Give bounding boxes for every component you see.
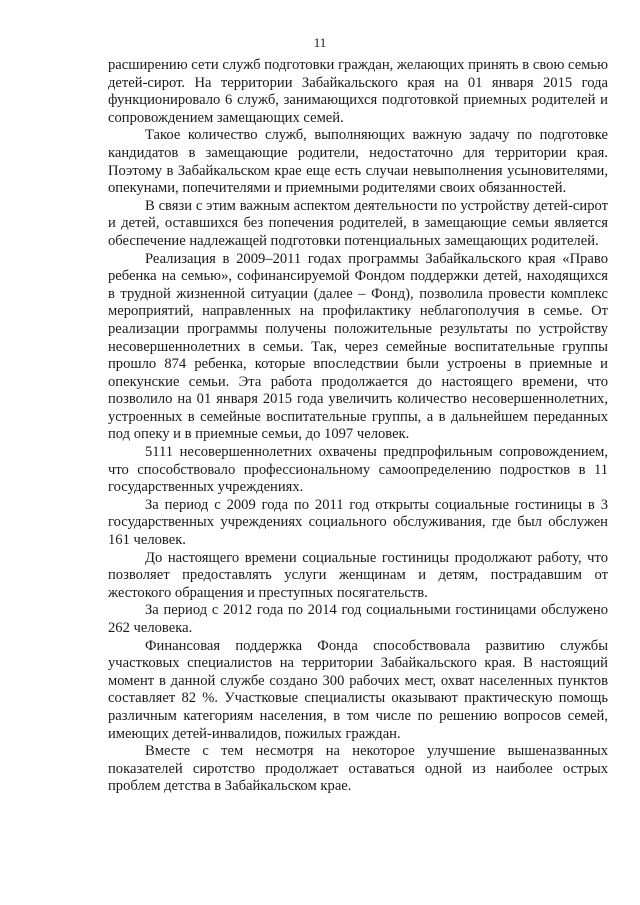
page-number: 11 bbox=[313, 35, 327, 50]
paragraph-5: 5111 несовершеннолетних охвачены предпрофильным сопровождением, что способствовало профессиональному самоопределению подростков в 11 государственных учреждениях. bbox=[108, 444, 608, 496]
paragraph-4: Реализация в 2009–2011 годах программы Забайкальского края «Право ребенка на семью», софинансируемой Фондом поддержки детей, находящихся в трудной жизненной ситуации (далее – Фонд), позволила провести комплекс мероприятий, направленных на профилактику неблагополучия в семье. От реализации программы получены положительные результаты по устройству несовершеннолетних в семьи. Так, через семейные воспитательные группы прошло 874 ребенка, которые впоследствии были устроены в приемные и опекунские семьи. Эта работа продолжается до настоящего времени, что позволило на 01 января 2015 года увеличить количество несовершеннолетних, устроенных в семейные воспитательные группы, а в дальнейшем переданных под опеку и в приемные семьи, до 1097 человек. bbox=[108, 250, 608, 443]
paragraph-2: Такое количество служб, выполняющих важную задачу по подготовке кандидатов в замещающие родители, недостаточно для территории края. Поэтому в Забайкальском крае еще есть случаи невыполнения усыновителями, опекунами, попечителями и приемными родителями своих обязанностей. bbox=[108, 127, 608, 197]
body-text bbox=[108, 57, 608, 796]
paragraph-9: Финансовая поддержка Фонда способствовала развитию службы участковых специалистов на территории Забайкальского края. В настоящий момент в данной службе создано 300 рабочих мест, охват населенных пунктов составляет 82 %. Участковые специалисты оказывают практическую помощь различным категориям населения, в том числе по решению вопросов семей, имеющих детей-инвалидов, пожилых граждан. bbox=[108, 637, 608, 742]
paragraph-8: За период с 2012 года по 2014 год социальными гостиницами обслужено 262 человека. bbox=[108, 602, 608, 636]
paragraph-6: За период с 2009 года по 2011 год открыты социальные гостиницы в 3 государственных учреждениях социального обслуживания, где был обслужен 161 человек. bbox=[108, 496, 608, 549]
paragraph-1: расширению сети служб подготовки граждан, желающих принять в свою семью детей-сирот. На территории Забайкальского края на 01 января 2015 года функционировало 6 служб, занимающихся подготовкой приемных родителей и сопровождением замещающих семей. bbox=[108, 57, 608, 126]
paragraph-10: Вместе с тем несмотря на некоторое улучшение вышеназванных показателей сиротство продолжает оставаться одной из наиболее острых проблем детства в Забайкальском крае. bbox=[108, 743, 608, 795]
paragraph-3: В связи с этим важным аспектом деятельности по устройству детей-сирот и детей, оставшихся без попечения родителей, в замещающие семьи является обеспечение надлежащей подготовки потенциальных замещающих родителей. bbox=[108, 197, 608, 249]
paragraph-7: До настоящего времени социальные гостиницы продолжают работу, что позволяет предоставлять услуги женщинам и детям, пострадавшим от жестокого обращения и преступных посягательств. bbox=[108, 549, 608, 601]
